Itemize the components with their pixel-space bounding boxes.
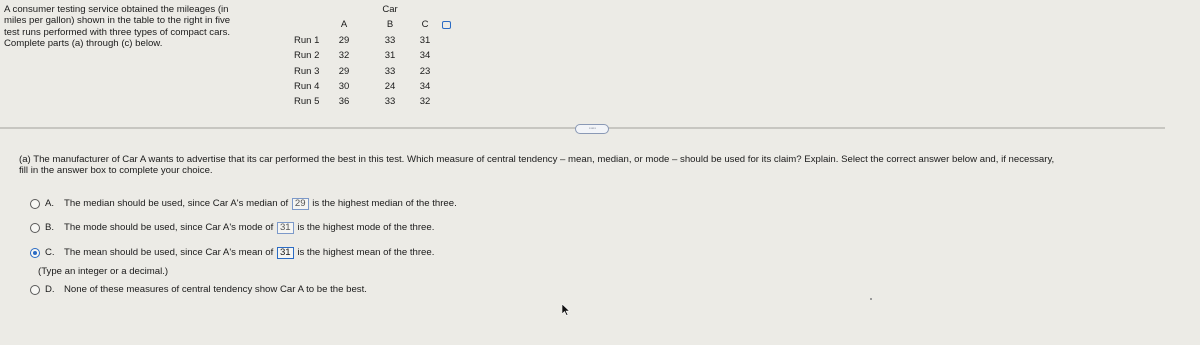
- radio-button-selected[interactable]: [30, 248, 40, 258]
- intro-line-3: test runs performed with three types of compact cars.: [4, 26, 231, 38]
- column-header-c: C: [421, 19, 429, 30]
- question-line-1: (a) The manufacturer of Car A wants to advertise that its car performed the best in this test. Which measure of central tendency – mean, median, or mode – should be used for its claim? Explain. Select the correct answer below and, if necessary,: [19, 154, 1055, 165]
- option-letter: C.: [45, 247, 55, 258]
- option-text-after: is the highest median of the three.: [312, 198, 457, 209]
- table-cell: 23: [419, 66, 431, 77]
- table-cell: 30: [338, 81, 350, 92]
- answer-box[interactable]: 29: [292, 198, 309, 210]
- table-cell: 32: [419, 96, 431, 107]
- intro-line-1: A consumer testing service obtained the mileages (in: [4, 4, 229, 15]
- question-text: [19, 154, 1169, 177]
- question-line-2: fill in the answer box to complete your choice.: [19, 165, 213, 177]
- radio-button[interactable]: [30, 199, 40, 209]
- table-cell: 33: [384, 96, 396, 107]
- row-label: Run 2: [294, 50, 320, 61]
- option-text: None of these measures of central tendency show Car A to be the best.: [64, 284, 367, 295]
- answer-box[interactable]: 31: [277, 222, 294, 234]
- column-header-a: A: [340, 19, 348, 30]
- copy-table-icon[interactable]: [442, 21, 451, 29]
- table-cell: 34: [419, 81, 431, 92]
- stray-mark: [870, 298, 872, 300]
- table-cell: 32: [338, 50, 350, 61]
- table-cell: 33: [384, 35, 396, 46]
- option-text: [64, 198, 457, 210]
- option-letter: B.: [45, 222, 55, 233]
- option-text-before: The mean should be used, since Car A's mean of: [64, 247, 274, 258]
- option-text-after: is the highest mode of the three.: [297, 222, 435, 233]
- row-label: Run 4: [294, 81, 320, 92]
- problem-intro: [4, 4, 284, 50]
- row-label: Run 3: [294, 66, 320, 77]
- table-cell: 29: [338, 35, 350, 46]
- expand-more-button[interactable]: ·····: [575, 124, 609, 134]
- table-cell: 29: [338, 66, 350, 77]
- table-cell: 33: [384, 66, 396, 77]
- table-cell: 36: [338, 96, 350, 107]
- option-text-after: is the highest mean of the three.: [297, 247, 435, 258]
- column-header-b: B: [386, 19, 394, 30]
- option-letter: D.: [45, 284, 55, 295]
- input-hint: (Type an integer or a decimal.): [38, 266, 169, 277]
- radio-button[interactable]: [30, 223, 40, 233]
- option-text: [64, 247, 434, 259]
- intro-line-4: Complete parts (a) through (c) below.: [4, 38, 163, 50]
- option-text-before: The median should be used, since Car A's median of: [64, 198, 289, 209]
- answer-box[interactable]: 31: [277, 247, 294, 259]
- option-text-before: The mode should be used, since Car A's mode of: [64, 222, 274, 233]
- table-group-header: Car: [382, 4, 398, 15]
- table-cell: 24: [384, 81, 396, 92]
- mouse-pointer-icon: [562, 304, 570, 316]
- radio-button[interactable]: [30, 285, 40, 295]
- row-label: Run 1: [294, 35, 320, 46]
- intro-line-2: miles per gallon) shown in the table to the right in five: [4, 15, 231, 27]
- table-cell: 31: [419, 35, 431, 46]
- option-letter: A.: [45, 198, 55, 209]
- table-cell: 34: [419, 50, 431, 61]
- option-text: [64, 222, 434, 234]
- row-label: Run 5: [294, 96, 320, 107]
- table-cell: 31: [384, 50, 396, 61]
